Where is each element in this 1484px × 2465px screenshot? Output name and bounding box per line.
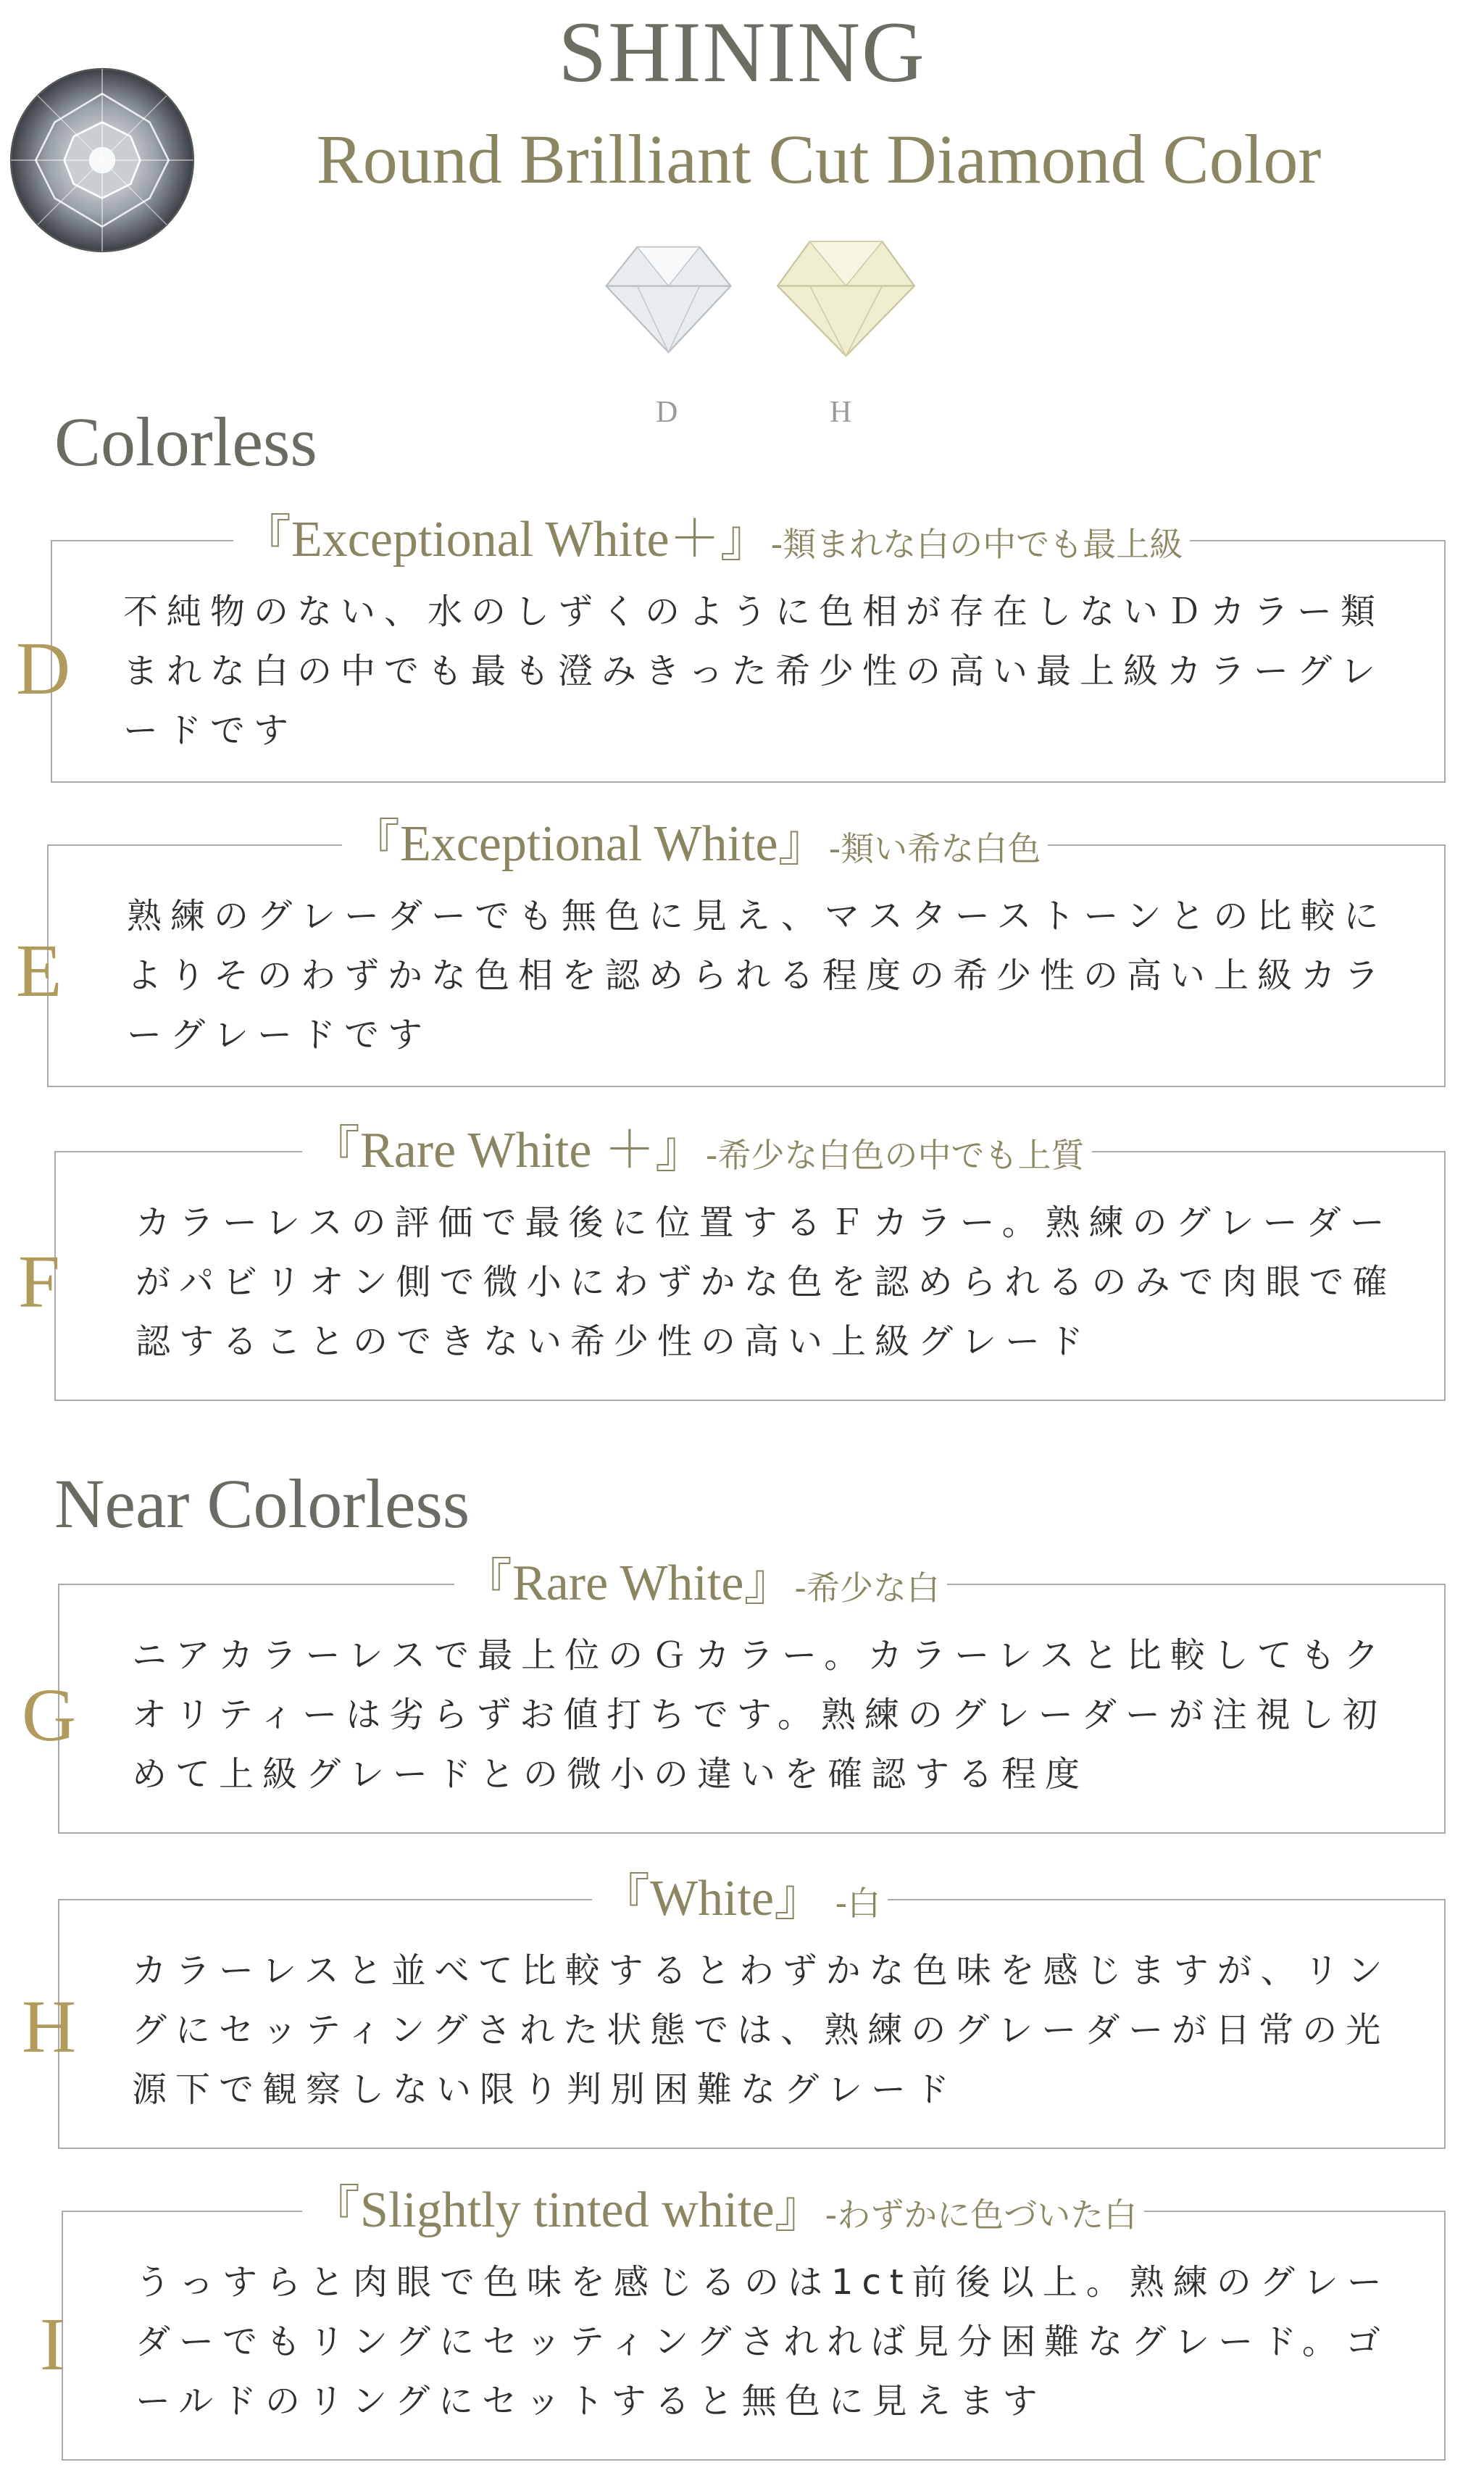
grade-title-f: [302, 1122, 1092, 1192]
grade-letter-d: D: [16, 627, 71, 710]
grade-description: うっすらと肉眼で色味を感じるのは1ct前後以上。熟練のグレーダーでもリングにセッティングされれば見分困難なグレード。ゴールドのリングにセットすると無色に見えます: [136, 2262, 1391, 2422]
grade-name-en: 『White』: [599, 1871, 825, 1926]
grade-card-e: [47, 816, 1446, 1087]
grade-title-g: [454, 1555, 947, 1625]
grade-card-h: [58, 1871, 1446, 2149]
grade-title-e: [342, 815, 1048, 886]
grade-title-h: [592, 1870, 888, 1940]
grade-name-en: 『Slightly tinted white』: [309, 2182, 825, 2238]
grade-name-jp: -類い希な白色: [828, 829, 1041, 868]
sample-label-h: H: [830, 396, 852, 429]
grade-card-i: [62, 2182, 1446, 2461]
grade-name-en: 『Rare White』: [462, 1555, 795, 1611]
grade-name-jp: -希少な白色の中でも上質: [705, 1136, 1085, 1175]
page-title: SHINING: [558, 4, 926, 100]
grade-letter-f: F: [18, 1240, 60, 1323]
grade-letter-e: E: [16, 929, 62, 1013]
grade-card-d: [51, 512, 1446, 783]
grade-title-d: [233, 511, 1190, 581]
sample-label-d: D: [656, 396, 678, 429]
grade-name-jp: -希少な白: [794, 1568, 941, 1608]
grade-description: 熟練のグレーダーでも無色に見え、マスターストーンとの比較によりそのわずかな色相を認められる程度の希少性の高い上級カラーグレードです: [127, 896, 1388, 1055]
grade-name-en: 『Exceptional White＋』: [241, 512, 771, 568]
grade-card-g: [58, 1555, 1446, 1834]
section-heading-near-colorless: Near Colorless: [54, 1465, 470, 1542]
grade-name-jp: -白: [825, 1884, 881, 1923]
grade-name-en: 『Exceptional White』: [349, 816, 829, 872]
diamond-side-view-h-icon: [757, 217, 935, 362]
page-subtitle: Round Brilliant Cut Diamond Color: [316, 120, 1322, 198]
diamond-side-view-d-icon: [591, 217, 746, 362]
grade-description: 不純物のない、水のしずくのように色相が存在しないＤカラー類まれな白の中でも最も澄みきった希少性の高い最上級カラーグレードです: [123, 591, 1385, 751]
grade-description: カラーレスの評価で最後に位置するＦカラー。熟練のグレーダーがパビリオン側で微小にわずかな色を認められるのみで肉眼で確認することのできない希少性の高い上級グレード: [136, 1202, 1396, 1362]
grade-description: ニアカラーレスで最上位のＧカラー。カラーレスと比較してもクオリティーは劣らずお値打ちです。熟練のグレーダーが注視し初めて上級グレードとの微小の違いを確認する程度: [132, 1635, 1388, 1795]
grade-description: カラーレスと並べて比較するとわずかな色味を感じますが、リングにセッティングされた状態では、熟練のグレーダーが日常の光源下で観察しない限り判別困難なグレード: [132, 1950, 1391, 2110]
grade-name-jp: -わずかに色づいた白: [825, 2195, 1138, 2235]
grade-card-f: [54, 1123, 1446, 1401]
grade-letter-h: H: [22, 1985, 77, 2069]
grade-name-jp: -類まれな白の中でも最上級: [770, 525, 1183, 564]
grade-letter-i: I: [40, 2303, 65, 2386]
grade-letter-g: G: [22, 1674, 77, 1757]
section-heading-colorless: Colorless: [54, 403, 317, 481]
grade-name-en: 『Rare White ＋』: [309, 1123, 706, 1179]
grade-title-i: [302, 2182, 1144, 2252]
